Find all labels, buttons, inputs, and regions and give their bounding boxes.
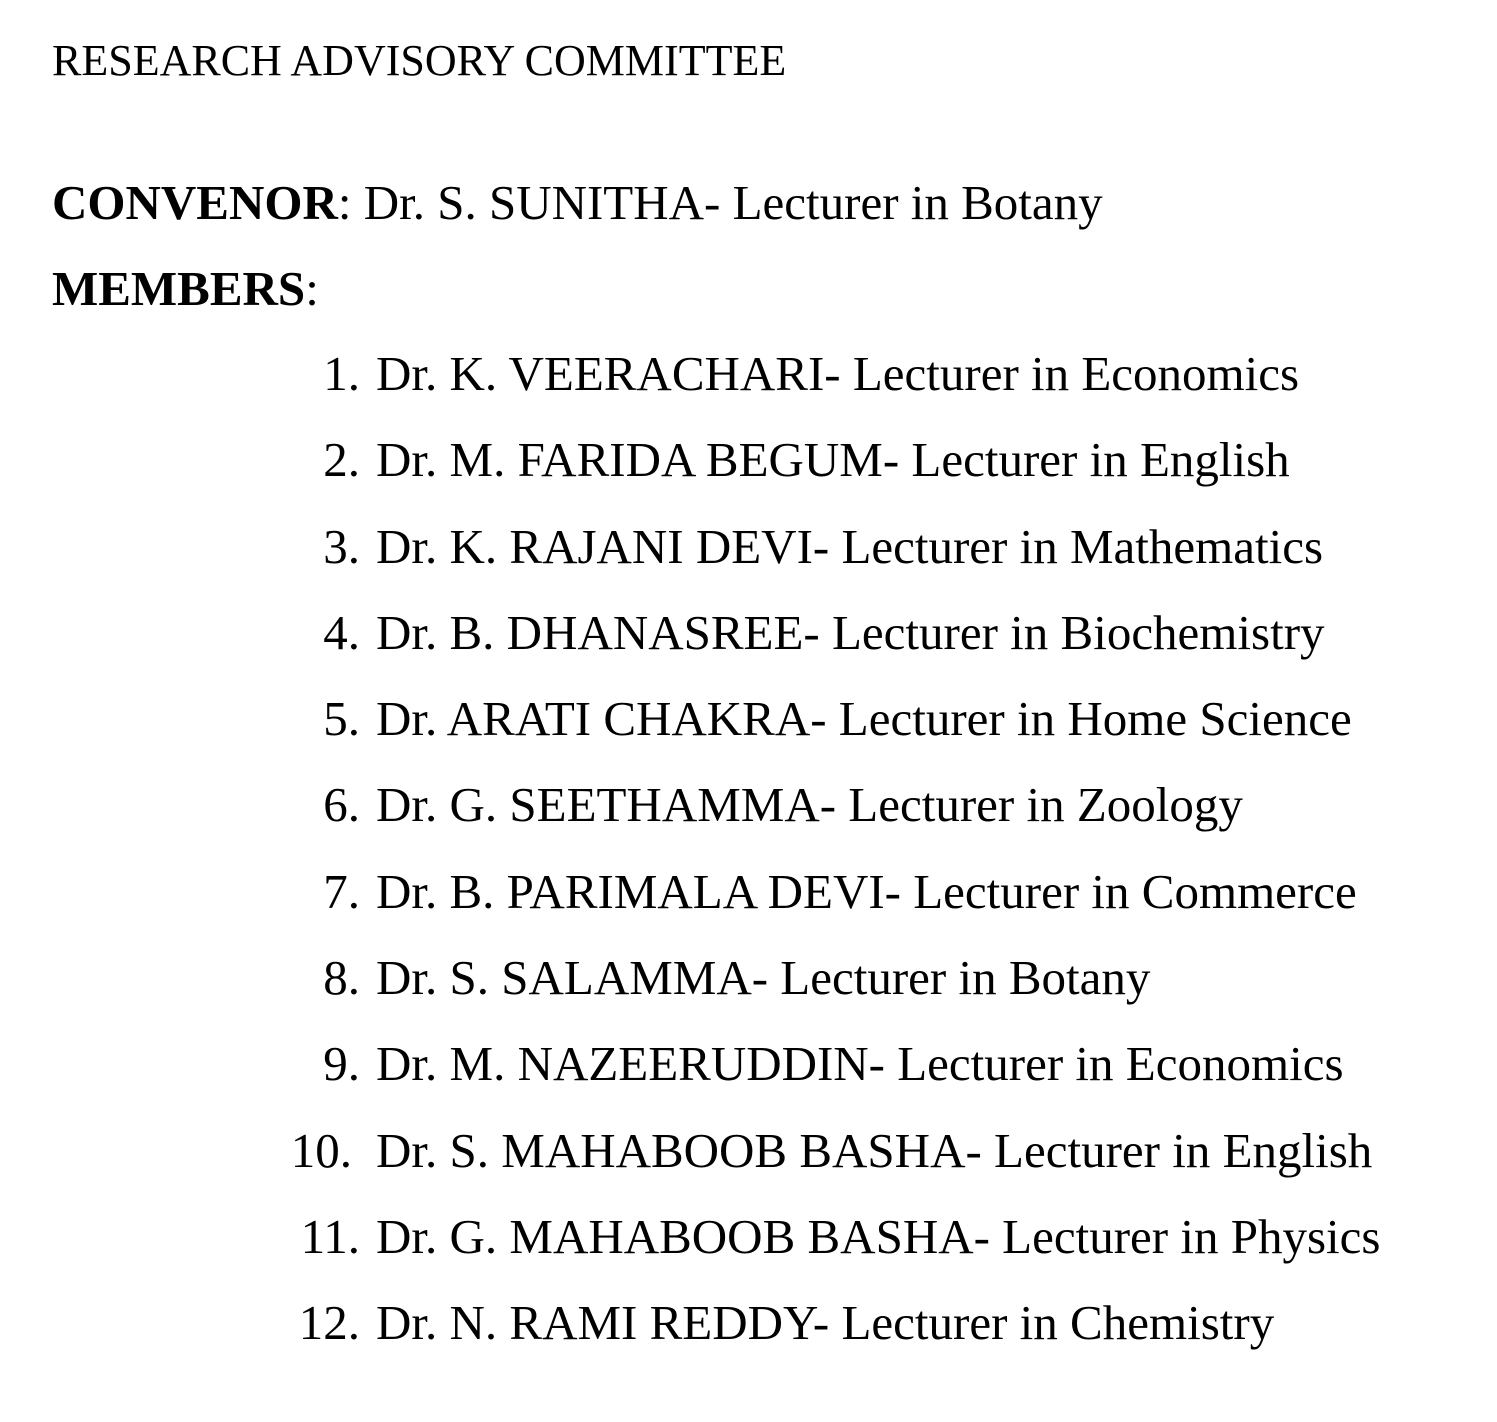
members-separator: : (305, 261, 319, 316)
member-number: 11. (300, 1208, 360, 1264)
members-heading (52, 261, 319, 317)
convenor-value: Dr. S. SUNITHA- Lecturer in Botany (351, 175, 1103, 230)
member-name: Dr. G. SEETHAMMA- Lecturer in Zoology (376, 777, 1243, 833)
member-number: 9. (323, 1036, 360, 1092)
member-name: Dr. B. PARIMALA DEVI- Lecturer in Commerce (376, 863, 1357, 919)
member-number: 7. (323, 863, 360, 919)
member-name: Dr. G. MAHABOOB BASHA- Lecturer in Physics (376, 1208, 1381, 1264)
member-name: Dr. S. SALAMMA- Lecturer in Botany (376, 950, 1151, 1006)
member-name: Dr. M. NAZEERUDDIN- Lecturer in Economics (376, 1036, 1344, 1092)
member-number: 10. (290, 1122, 352, 1178)
member-number: 5. (323, 691, 360, 747)
member-item-6 (0, 777, 1497, 863)
member-number: 2. (323, 432, 360, 488)
member-item-9 (0, 1036, 1497, 1122)
member-item-7 (0, 864, 1497, 950)
member-name: Dr. N. RAMI REDDY- Lecturer in Chemistry (376, 1295, 1275, 1351)
member-item-11 (0, 1209, 1497, 1295)
convenor-separator: : (337, 175, 352, 230)
member-item-5 (0, 691, 1497, 777)
member-number: 6. (323, 777, 360, 833)
member-number: 1. (323, 346, 360, 401)
member-name: Dr. K. RAJANI DEVI- Lecturer in Mathematics (376, 518, 1324, 574)
member-name: Dr. M. FARIDA BEGUM- Lecturer in English (376, 432, 1290, 488)
member-name: Dr. ARATI CHAKRA- Lecturer in Home Science (376, 691, 1352, 747)
members-label: MEMBERS (52, 261, 306, 316)
members-list (0, 346, 1497, 1382)
member-number: 3. (323, 518, 360, 574)
member-number: 12. (298, 1295, 360, 1351)
member-item-4 (0, 605, 1497, 691)
member-number: 8. (323, 950, 360, 1006)
member-name: Dr. S. MAHABOOB BASHA- Lecturer in English (376, 1122, 1373, 1178)
member-name: Dr. B. DHANASREE- Lecturer in Biochemistry (376, 604, 1325, 660)
member-item-10 (0, 1123, 1497, 1209)
convenor-line (52, 175, 1103, 231)
document-title: RESEARCH ADVISORY COMMITTEE (52, 36, 787, 85)
member-name: Dr. K. VEERACHARI- Lecturer in Economics (376, 346, 1300, 401)
member-item-2 (0, 432, 1497, 518)
member-item-8 (0, 950, 1497, 1036)
member-item-1 (0, 346, 1497, 432)
member-item-12 (0, 1295, 1497, 1381)
member-number: 4. (323, 604, 360, 660)
convenor-label: CONVENOR (52, 175, 338, 230)
member-item-3 (0, 519, 1497, 605)
